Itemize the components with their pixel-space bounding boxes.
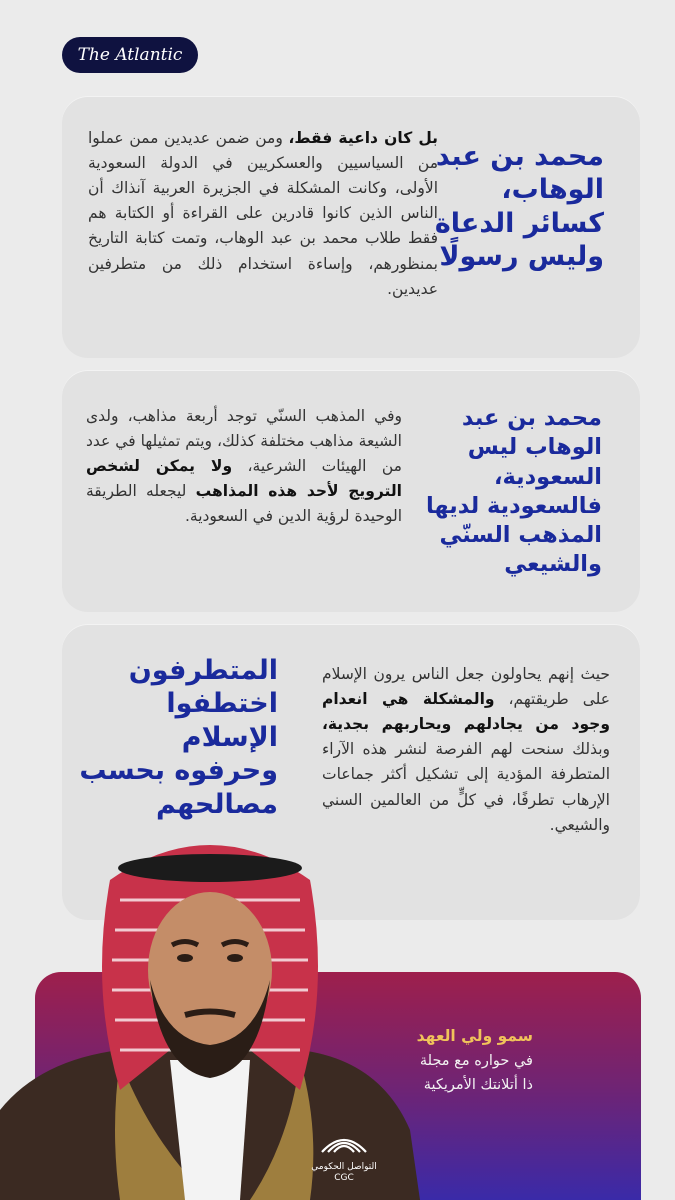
card-body — [86, 404, 402, 530]
card-body-text: حيث إنهم يحاولون جعل الناس يرون الإسلام على طريقتهم، — [322, 665, 610, 709]
banner-title: سمو ولي العهد — [416, 1027, 533, 1045]
card-body-bold: بل كان داعية فقط، — [288, 129, 438, 147]
card-body-text: ومن ضمن عديدين ممن عملوا من السياسيين والعسكريين في الدولة السعودية الأولى، وكانت المشكلة في الجزيرة العربية آنذاك أن الناس الذين كانوا قادرين على القراءة أو الكتابة هم فقط طلاب محمد بن عبد الوهاب، وتمت كتابة التاريخ بمنظورهم، وإساءة استخدام ذلك من متطرفين عديدين. — [88, 129, 438, 298]
card-heading: المتطرفون اختطفوا الإسلام وحرفوه بحسب مصالحهم — [79, 655, 278, 820]
banner-subtitle-line-1: في حواره مع مجلة — [419, 1053, 533, 1069]
cgc-logo-latin: CGC — [334, 1172, 354, 1183]
card-body-text: ليجعله الطريقة الوحيدة لرؤية الدين في السعودية. — [86, 482, 402, 526]
cgc-logo-mark-icon — [304, 1124, 384, 1158]
card-heading: محمد بن عبد الوهاب، كسائر الدعاة وليس رسولًا — [434, 141, 604, 273]
card-heading: محمد بن عبد الوهاب ليس السعودية، فالسعودية لديها المذهب السنّي والشيعي — [425, 405, 602, 578]
brand-badge — [62, 37, 198, 73]
banner-subtitle-line-2: ذا أتلانتك الأمريكية — [423, 1077, 533, 1093]
cgc-logo — [304, 1124, 384, 1190]
card-body — [88, 126, 438, 302]
brand-name: The Atlantic — [77, 45, 183, 65]
card-body-bold: ولا يمكن لشخص الترويج لأحد هذه المذاهب — [86, 457, 402, 501]
card-body-text: وبذلك سنحت لهم الفرصة لنشر هذه الآراء المتطرفة المؤدية إلى تشكيل أكثر جماعات الإرهاب تطرفًا، في كلٍّ من العالمين السني والشيعي. — [322, 740, 610, 834]
quote-card-2 — [62, 370, 640, 612]
quote-card-1 — [62, 96, 640, 358]
card-body-bold: والمشكلة هي انعدام وجود من يجادلهم ويحاربهم بجدية، — [322, 690, 610, 734]
cgc-logo-arabic: التواصل الحكومي — [311, 1162, 377, 1172]
card-body-text: وفي المذهب السنّي توجد أربعة مذاهب، ولدى الشيعة مذاهب مختلفة كذلك، ويتم تمثيلها في عدد من الهيئات الشرعية، — [86, 407, 402, 476]
